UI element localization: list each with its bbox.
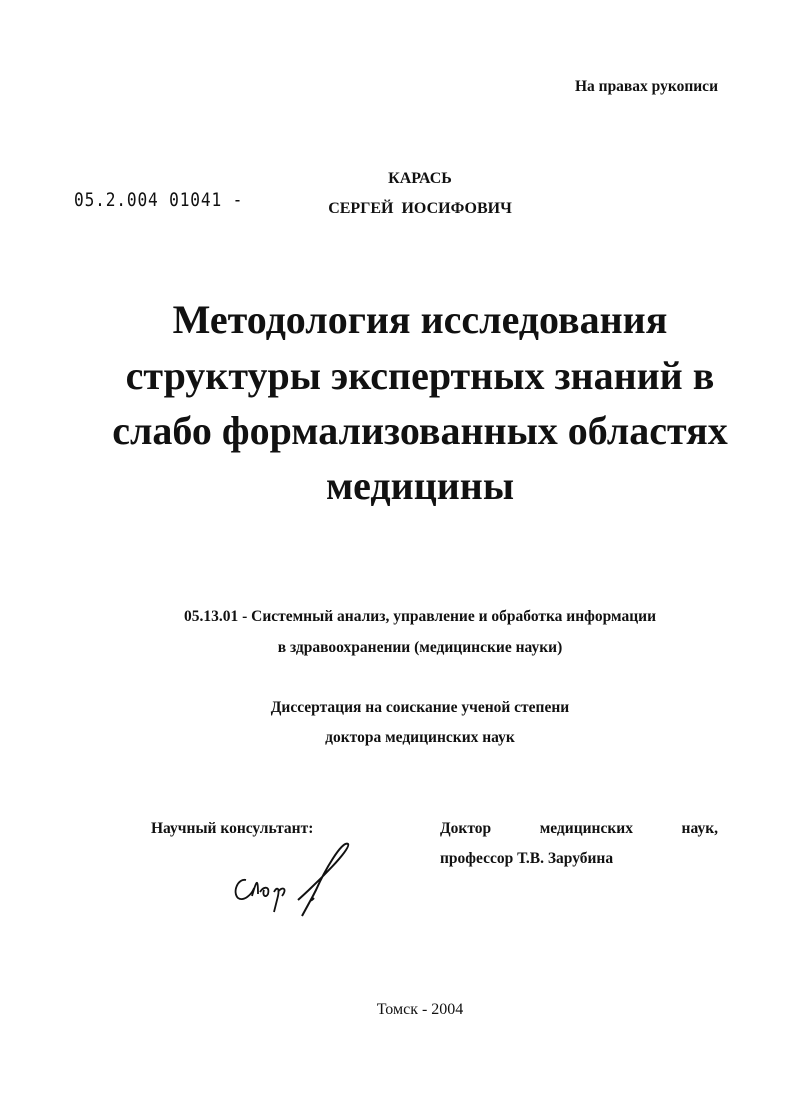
consultant-degree (440, 820, 718, 838)
title-line-2: структуры экспертных знаний в (125, 353, 715, 398)
specialty-line-2: в здравоохранении (медицинские науки) (277, 639, 563, 656)
author-surname: КАРАСЬ (388, 170, 452, 187)
consultant-degree-word: Доктор (440, 820, 492, 837)
library-stamp-number: 05.2.004 01041 - (74, 189, 244, 211)
manuscript-rights-note: На правах рукописи (574, 78, 718, 95)
degree-line-1: Диссертация на соискание ученой степени (270, 699, 570, 716)
degree-line-2: доктора медицинских наук (325, 729, 515, 746)
place-and-year: Томск - 2004 (376, 1001, 464, 1018)
consultant-name: профессор Т.В. Зарубина (440, 850, 614, 867)
author-name: СЕРГЕЙ ИОСИФОВИЧ (328, 200, 512, 217)
signature (228, 842, 358, 922)
title-line-1: Методология исследования (172, 297, 668, 342)
title-line-4: медицины (325, 463, 515, 508)
consultant-degree-word: наук, (681, 820, 718, 837)
consultant-label: Научный консультант: (151, 820, 314, 837)
title-line-3: слабо формализованных областях (112, 408, 728, 453)
specialty-line-1: 05.13.01 - Системный анализ, управление и обработка информации (183, 608, 657, 625)
consultant-degree-word: медицинских (539, 820, 633, 837)
